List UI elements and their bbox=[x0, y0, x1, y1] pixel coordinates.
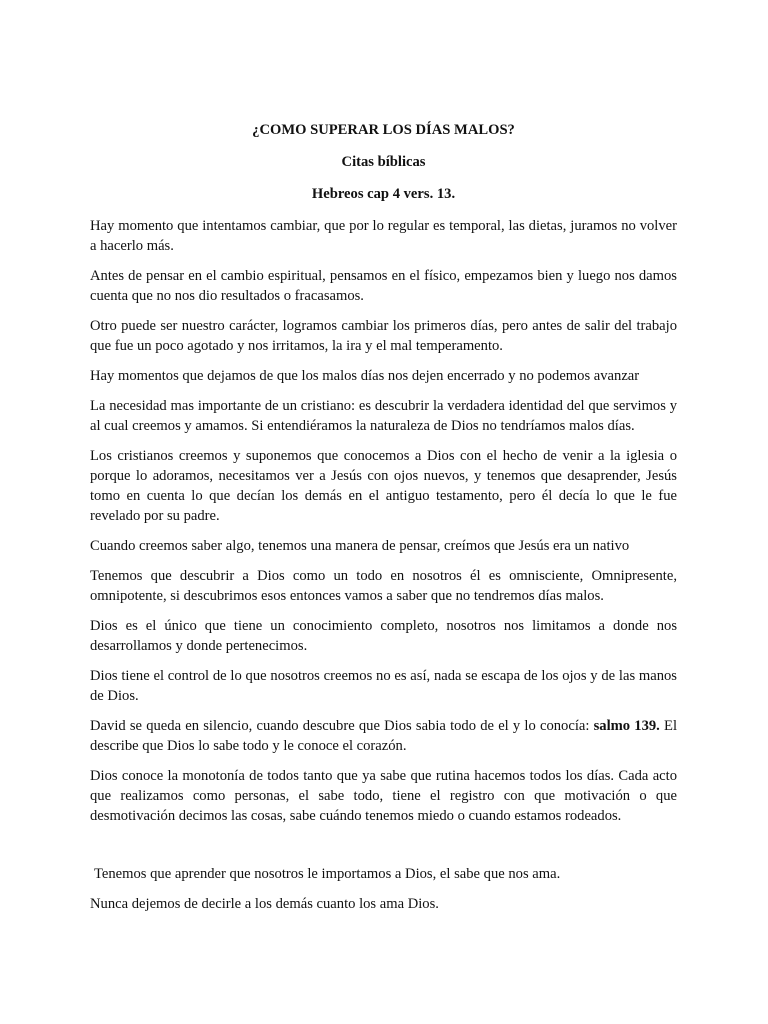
paragraph-5: La necesidad mas importante de un cristiano: es descubrir la verdadera identidad del que servimos y al cual creemos y amamos. Si entendiéramos la naturaleza de Dios no tendríamos malos días. bbox=[90, 398, 677, 434]
paragraph-4: Hay momentos que dejamos de que los malos días nos dejen encerrado y no podemos avanzar bbox=[90, 368, 640, 384]
paragraph-david bbox=[90, 716, 677, 756]
psalm-reference: salmo 139. bbox=[593, 718, 660, 734]
closing-line-1: Tenemos que aprender que nosotros le importamos a Dios, el sabe que nos ama. bbox=[94, 866, 561, 882]
david-text-before: David se queda en silencio, cuando descubre que Dios sabia todo de el y lo conocía: bbox=[90, 718, 594, 734]
paragraph-3: Otro puede ser nuestro carácter, logramos cambiar los primeros días, pero antes de salir del trabajo que fue un poco agotado y nos irritamos, la ira y el mal temperamento. bbox=[90, 318, 677, 354]
paragraph-7: Cuando creemos saber algo, tenemos una manera de pensar, creímos que Jesús era un nativo bbox=[90, 538, 630, 554]
david-text-after: El describe que Dios lo sabe todo y le conoce el corazón. bbox=[90, 718, 678, 754]
paragraph-monotony: Dios conoce la monotonía de todos tanto que ya sabe que rutina hacemos todos los días. Cada acto que realizamos como personas, el sabe todo, tiene el registro con que motivación o que desmotivación decimos las cosas, sabe cuándo tenemos miedo o cuando estamos rodeados. bbox=[90, 768, 677, 824]
paragraph-1: Hay momento que intentamos cambiar, que por lo regular es temporal, las dietas, juramos no volver a hacerlo más. bbox=[90, 218, 677, 254]
document-subtitle: Citas bíblicas bbox=[341, 154, 426, 170]
bible-reference: Hebreos cap 4 vers. 13. bbox=[311, 186, 456, 202]
paragraph-9: Dios es el único que tiene un conocimiento completo, nosotros nos limitamos a donde nos desarrollamos y donde pertenecimos. bbox=[90, 618, 677, 654]
closing-line-2: Nunca dejemos de decirle a los demás cuanto los ama Dios. bbox=[90, 896, 439, 912]
document-title: ¿COMO SUPERAR LOS DÍAS MALOS? bbox=[252, 122, 515, 138]
paragraph-6: Los cristianos creemos y suponemos que conocemos a Dios con el hecho de venir a la iglesia o porque lo adoramos, necesitamos ver a Jesús con ojos nuevos, y tenemos que desaprender, Jesús tomo en cuenta lo que decían los demás en el antiguo testamento, pero él decía lo que le fue revelado por su padre. bbox=[90, 448, 677, 524]
paragraph-10: Dios tiene el control de lo que nosotros creemos no es así, nada se escapa de los ojos y de las manos de Dios. bbox=[90, 668, 677, 704]
paragraph-2: Antes de pensar en el cambio espiritual, pensamos en el físico, empezamos bien y luego nos damos cuenta que no nos dio resultados o fracasamos. bbox=[90, 268, 677, 304]
document-body bbox=[90, 120, 677, 924]
paragraph-8: Tenemos que descubrir a Dios como un todo en nosotros él es omnisciente, Omnipresente, omnipotente, si descubrimos esos entonces vamos a saber que no tendremos días malos. bbox=[90, 568, 677, 604]
blank-line bbox=[90, 836, 677, 864]
